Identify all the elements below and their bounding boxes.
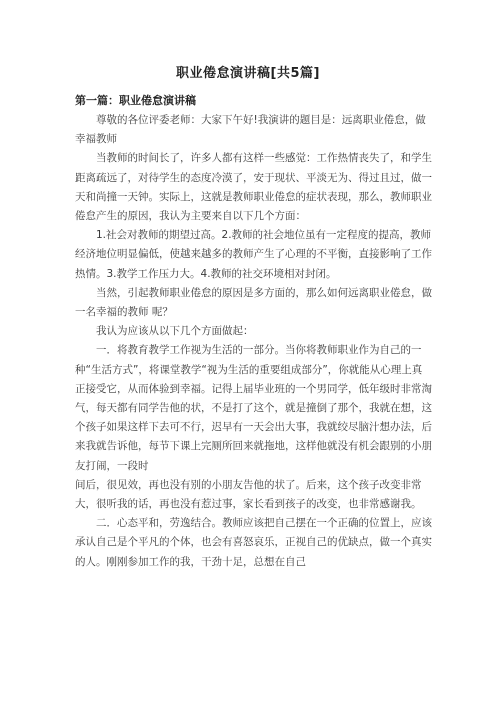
paragraph-point-two: 二．心态平和，劳逸结合。教师应该把自己摆在一个正确的位置上，应该承认自己是个平凡的个体，也会有喜怒哀乐，正视自己的优缺点，做一个真实的人。刚刚参加工作的我，干劲十足，总想在自己 <box>75 517 432 568</box>
paragraph-question: 当然，引起教师职业倦怠的原因是多方面的，那么如何远离职业倦怠，做一名幸福的教师 呢？ <box>75 286 432 319</box>
paragraph-symptoms: 当教师的时间长了，许多人都有这样一些感觉：工作热情丧失了，和学生距离疏远了，对待学生的态度冷漠了，安于现状、平淡无为、得过且过，做一天和尚撞一天钟。实际上，这就是教师职业倦怠的症状表现，那么，教师职业倦怠产生的原因，我认为主要来自以下几个方面： <box>75 152 432 223</box>
paragraph-greeting: 尊敬的各位评委老师：大家下午好!我演讲的题目是：远离职业倦怠，做幸福教师 <box>75 114 426 146</box>
document-body <box>75 91 432 572</box>
paragraph-point-one: 一．将教育教学工作视为生活的一部分。当你将教师职业作为自己的一种“生活方式”，将课堂教学“视为生活的重要组成部分”，你就能从心理上真正接受它，从而体验到幸福。记得上届毕业班的一个男同学，低年级时非常淘气，每天都有同学告他的状，不是打了这个，就是撞倒了那个，我就在想，这个孩子如果这样下去可不行，迟早有一天会出大事，我就绞尽脑汁想办法，后来我就告诉他，每节下课上完厕所回来就拖地，这样他就没有机会跟别的小朋友打闹，一段时 <box>75 344 432 472</box>
paragraph-point-one-continued: 间后，很见效，再也没有别的小朋友告他的状了。后来，这个孩子改变非常大，很听我的话，再也没有惹过事，家长看到孩子的改变，也非常感谢我。 <box>75 478 422 511</box>
section-heading: 第一篇：职业倦怠演讲稿 <box>75 94 196 107</box>
paragraph-causes: 1.社会对教师的期望过高。2.教师的社会地位虽有一定程度的提高，教师经济地位明显偏低，使越来越多的教师产生了心理的不平衡，直接影响了工作热情。3.教学工作压力大。4.教师的社交环境相对封闭。 <box>75 229 432 280</box>
document-title: 职业倦怠演讲稿[共5篇] <box>176 66 320 81</box>
paragraph-intro-points: 我认为应该从以下几个方面做起： <box>96 325 254 338</box>
